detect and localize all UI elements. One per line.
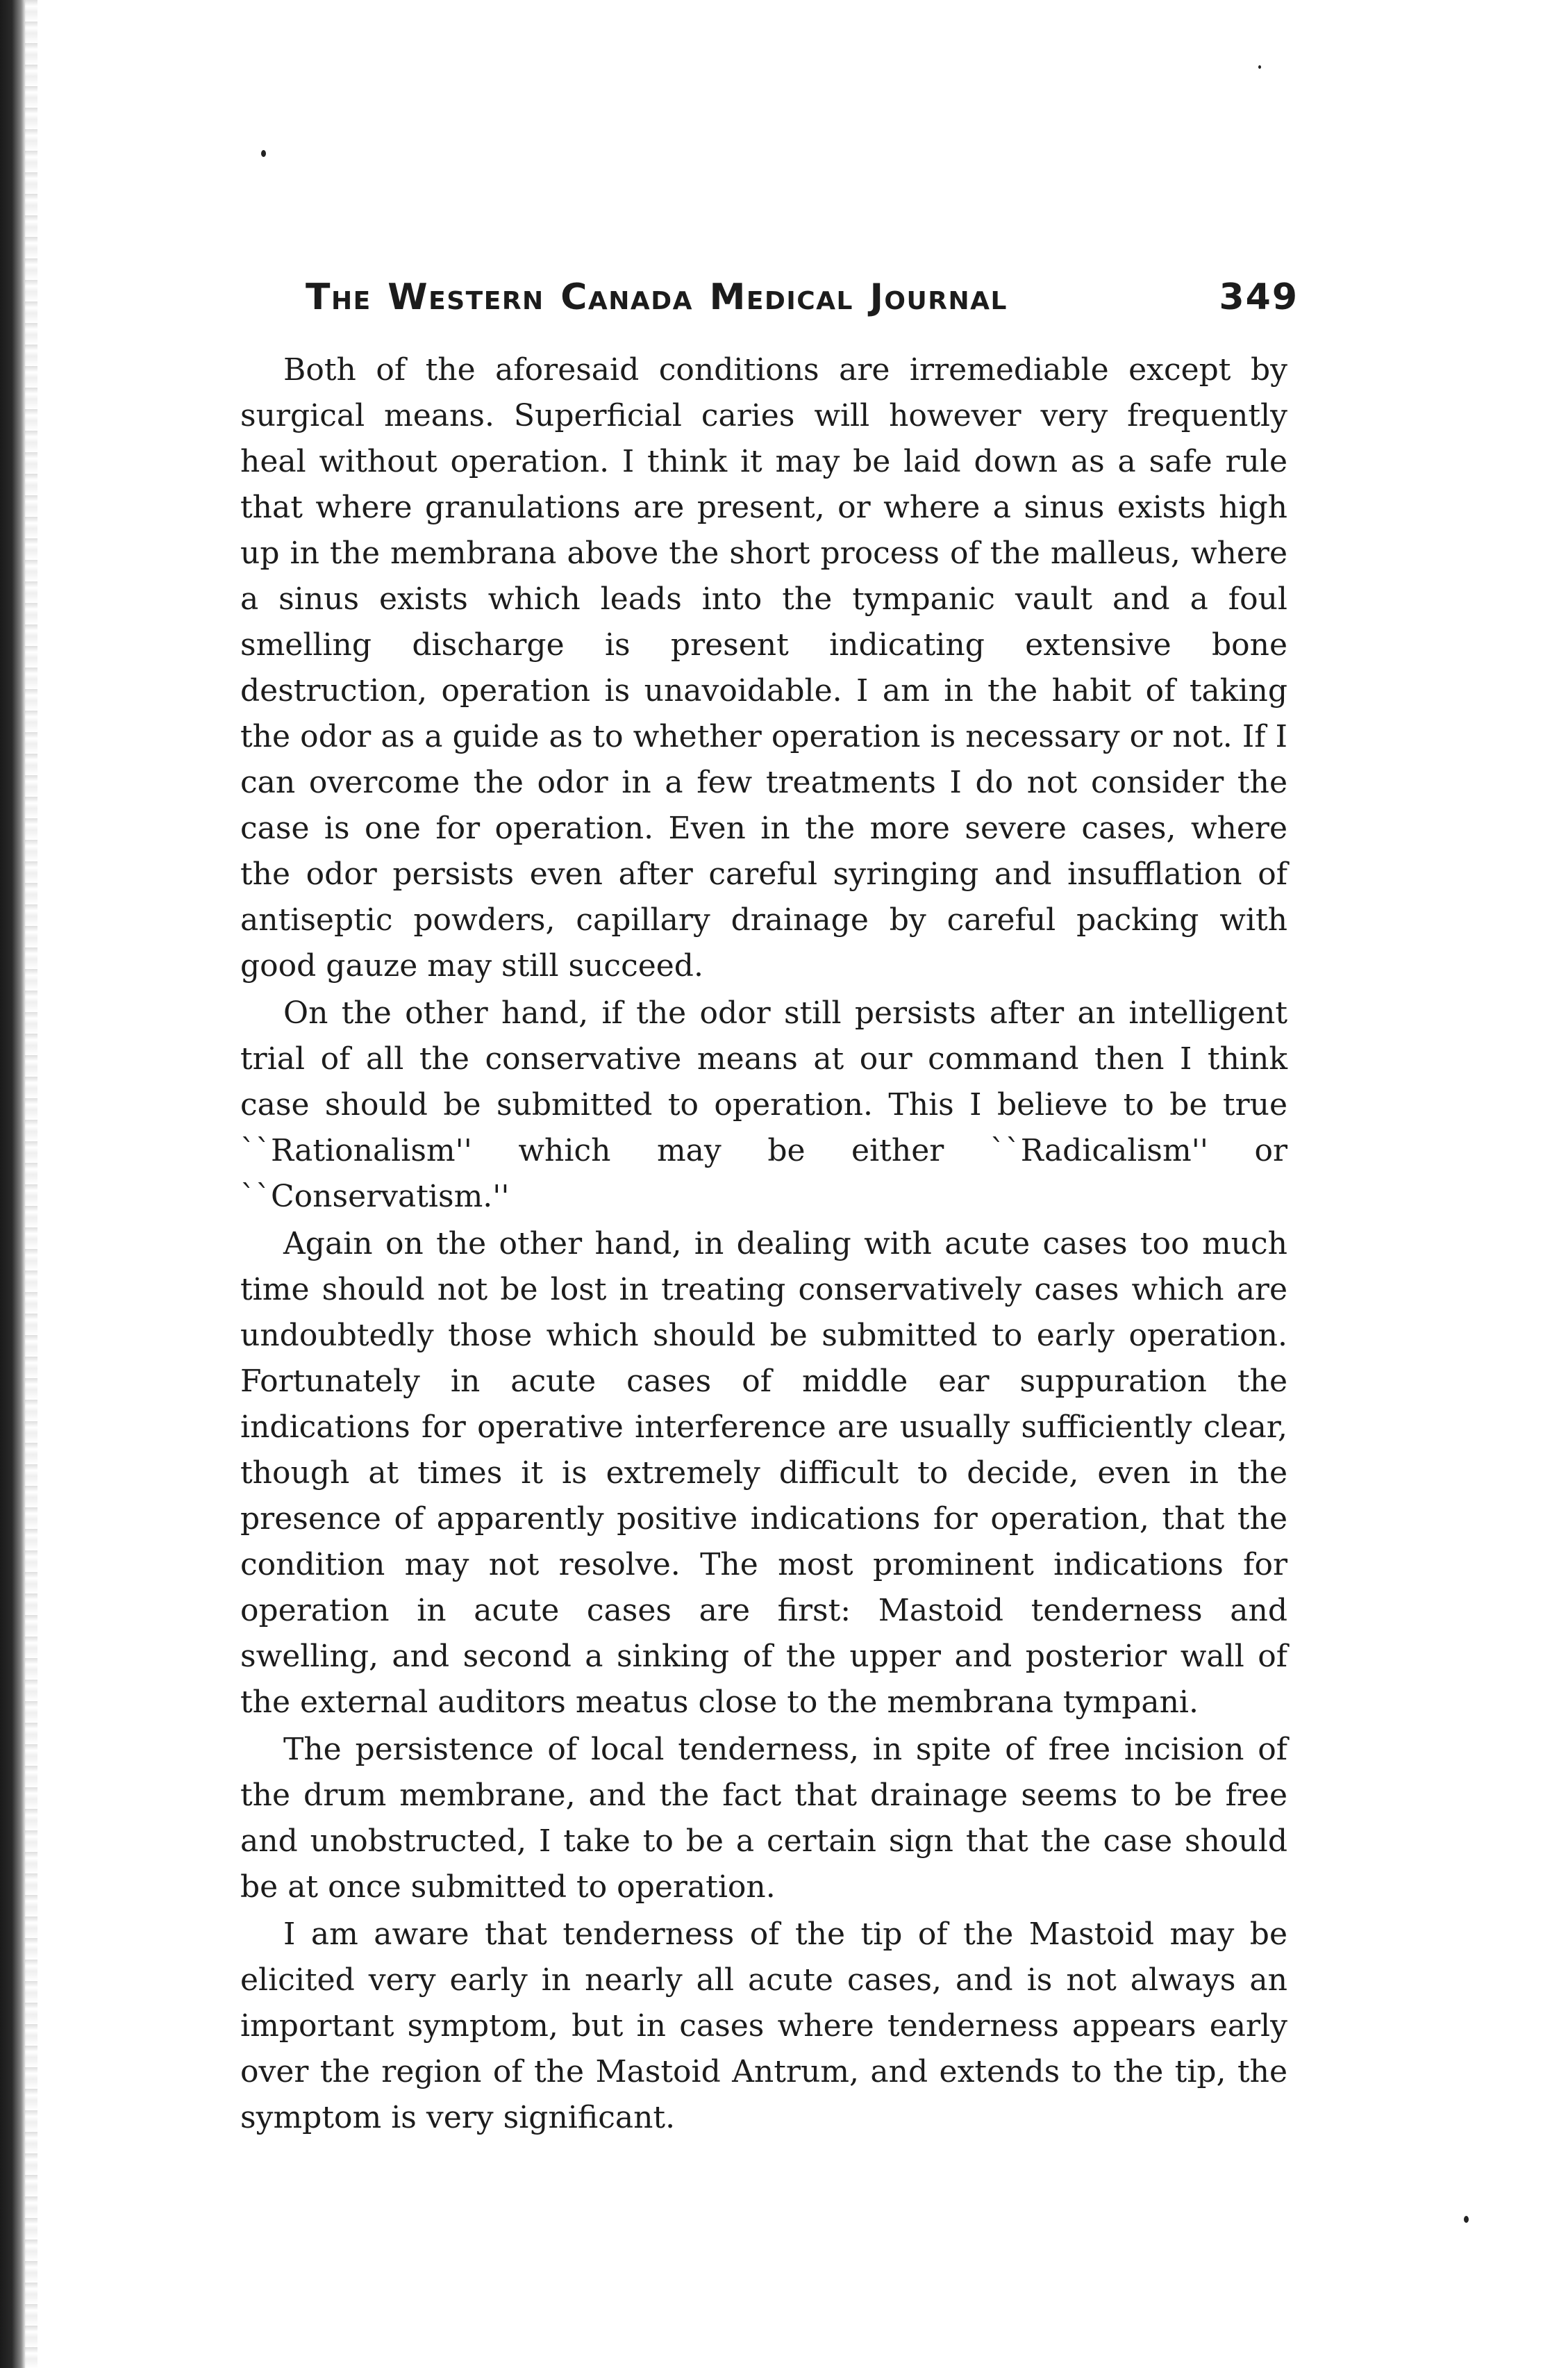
print-speck xyxy=(1258,65,1261,69)
journal-title: The Western Canada Medical Journal xyxy=(306,276,1008,318)
article-body xyxy=(240,347,1287,2237)
paragraph-4: The persistence of local tenderness, in spite of free incision of the drum membrane, and the fact that drainage seems to be free and unobstructed, I take to be a certain sign that the case should be at once submitted to operation. xyxy=(240,1732,1287,1905)
spine-shadow xyxy=(25,0,37,2368)
page-number: 349 xyxy=(1219,276,1299,318)
paragraph-1: Both of the aforesaid conditions are irremediable except by surgical means. Superficial caries will however very frequently heal without operation. I think it may be laid down as a safe rule that where granulations are present, or where a sinus exists high up in the membrana above the short process of the malleus, where a sinus exists which leads into the tympanic vault and a foul smelling discharge is present indicating extensive bone destruction, operation is unavoidable. I am in the habit of taking the odor as a guide as to whether operation is necessary or not. If I can overcome the odor in a few treatments I do not consider the case is one for operation. Even in the more severe cases, where the odor persists even after careful syringing and insufflation of antiseptic powders, capillary drainage by careful packing with good gauze may still succeed. xyxy=(240,352,1287,984)
paragraph-3: Again on the other hand, in dealing with acute cases too much time should not be lost in treating conservatively cases which are undoubtedly those which should be submitted to early operation. Fortunately in acute cases of middle ear suppuration the indications for operative interference are usually sufficiently clear, though at times it is extremely difficult to decide, even in the presence of apparently positive indications for operation, that the condition may not resolve. The most prominent indications for operation in acute cases are first: Mastoid tenderness and swelling, and second a sinking of the upper and posterior wall of the external auditors meatus close to the membrana tympani. xyxy=(240,1226,1287,1720)
running-header xyxy=(306,276,1299,325)
print-speck xyxy=(1464,2216,1469,2223)
print-speck xyxy=(261,150,266,157)
paragraph-5: I am aware that tenderness of the tip of the Mastoid may be elicited very early in nearly all acute cases, and is not always an important symptom, but in cases where tenderness appears early over the region of the Mastoid Antrum, and extends to the tip, the symptom is very significant. xyxy=(240,1916,1287,2135)
book-spine-edge xyxy=(0,0,26,2368)
paragraph-2: On the other hand, if the odor still persists after an intelligent trial of all the conservative means at our command then I think case should be submitted to operation. This I believe to be true ``Rationalism'' which may be either ``Radicalism'' or ``Conservatism.'' xyxy=(240,995,1287,1214)
